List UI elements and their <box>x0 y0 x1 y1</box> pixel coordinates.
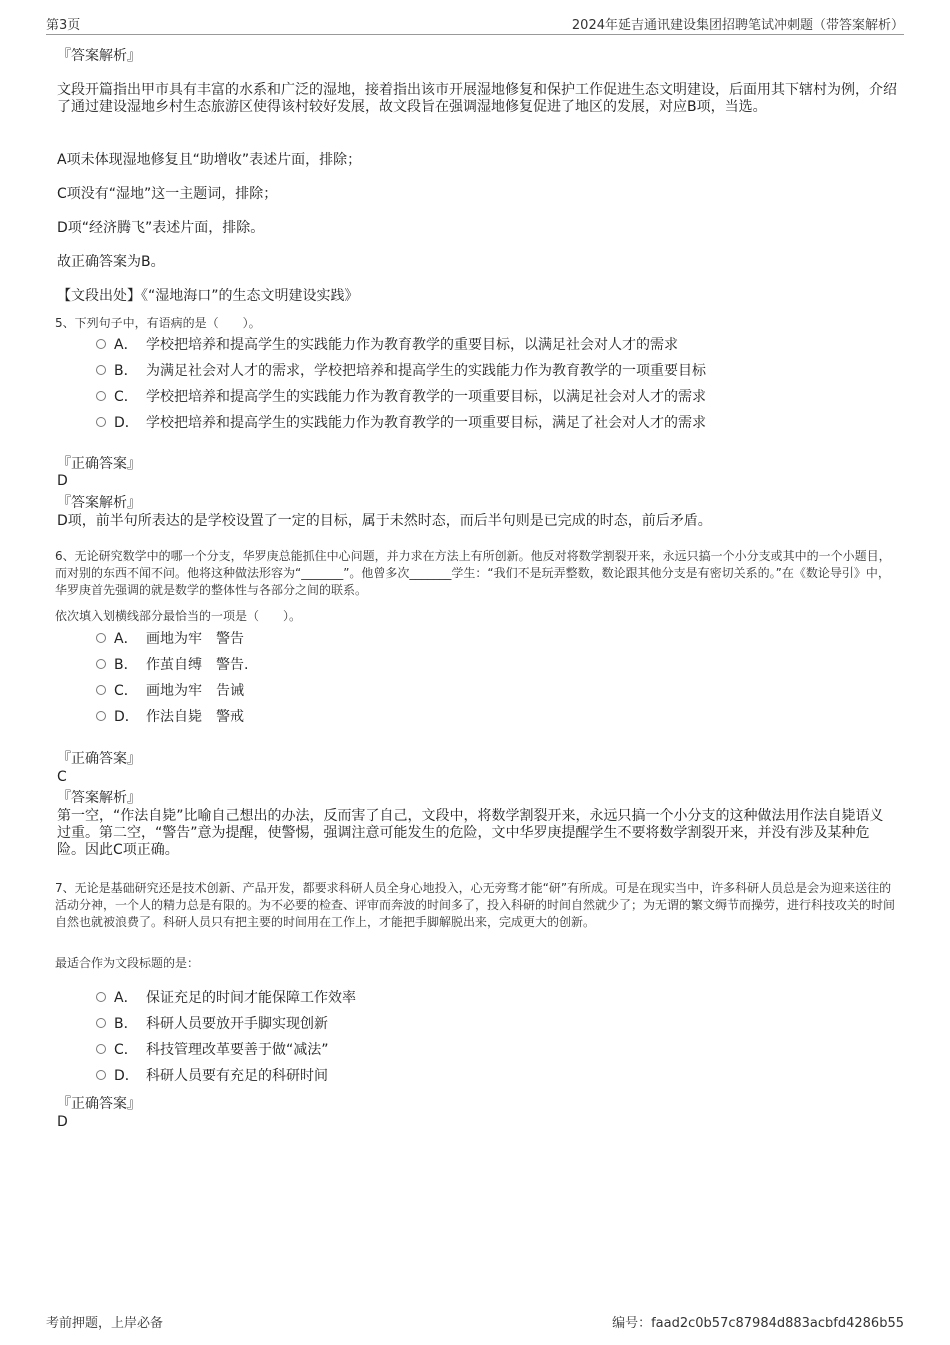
q7-prompt: 最适合作为文段标题的是： <box>55 956 200 970</box>
radio-icon[interactable] <box>96 633 106 643</box>
q4-analysis-label: 『答案解析』 <box>57 48 141 64</box>
q5-option-c[interactable]: C． 学校把培养和提高学生的实践能力作为教育教学的一项重要目标，以满足社会对人才的需求 <box>96 387 706 407</box>
radio-icon[interactable] <box>96 992 106 1002</box>
q7-option-d[interactable]: D． 科研人员要有充足的科研时间 <box>96 1066 328 1086</box>
q4-note-d: D项“经济腾飞”表述片面，排除。 <box>57 220 265 236</box>
q6-answer: C <box>57 769 67 785</box>
q4-conclusion: 故正确答案为B。 <box>57 254 165 270</box>
radio-icon[interactable] <box>96 1018 106 1028</box>
radio-icon[interactable] <box>96 1070 106 1080</box>
radio-icon[interactable] <box>96 659 106 669</box>
q6-option-c[interactable]: C． 画地为牢 告诫 <box>96 681 258 701</box>
q4-note-c: C项没有“湿地”这一主题词，排除； <box>57 186 278 202</box>
radio-icon[interactable] <box>96 391 106 401</box>
radio-icon[interactable] <box>96 1044 106 1054</box>
footer-slogan: 考前押题，上岸必备 <box>46 1316 164 1331</box>
q6-option-d[interactable]: D． 作法自毙 警戒 <box>96 707 258 727</box>
q6-option-b[interactable]: B． 作茧自缚 警告. <box>96 655 262 675</box>
q4-source: 【文段出处】《“湿地海口”的生态文明建设实践》 <box>57 288 359 304</box>
q5-option-d[interactable]: D． 学校把培养和提高学生的实践能力作为教育教学的一项重要目标，满足了社会对人才的需求 <box>96 413 706 433</box>
q6-analysis-text: 第一空，“作法自毙”比喻自己想出的办法，反而害了自己，文段中，将数学割裂开来，永远只搞一个小分支的这种做法用作法自毙语义过重。第二空，“警告”意为提醒，使警惕，强调注意可能发生的危险，文中华罗庚提醒学生不要将数学割裂开来，并没有涉及某种危险。因此C项正确。 <box>57 808 884 858</box>
q5-answer-label: 『正确答案』 <box>57 456 141 472</box>
q7-option-c[interactable]: C． 科技管理改革要善于做“减法” <box>96 1040 329 1060</box>
page-footer <box>46 1312 904 1330</box>
document-id: 编号：faad2c0b57c87984d883acbfd4286b55 <box>612 1316 904 1331</box>
q6-stem: 6、无论研究数学中的哪一个分支，华罗庚总能抓住中心问题，并力求在方法上有所创新。他反对将数学割裂开来，永远只搞一个小分支或其中的一个小题目，而对别的东西不闻不问。他将这种做法形容为“_______”。他曾多次_______学生：“我们不是玩弄整数，数论跟其他分支是有密切关系的。”在《数论导引》中，华罗庚首先强调的就是数学的整体性与各部分之间的联系。 <box>55 549 891 597</box>
q4-analysis-text: 文段开篇指出甲市具有丰富的水系和广泛的湿地，接着指出该市开展湿地修复和保护工作促进生态文明建设，后面用其下辖村为例，介绍了通过建设湿地乡村生态旅游区使得该村较好发展，故文段旨在强调湿地修复促进了地区的发展，对应B项，当选。 <box>57 82 897 115</box>
page-header <box>46 14 904 35</box>
q6-prompt: 依次填入划横线部分最恰当的一项是（ ）。 <box>55 609 302 623</box>
q5-analysis-text: D项，前半句所表达的是学校设置了一定的目标，属于未然时态，而后半句则是已完成的时态，前后矛盾。 <box>57 513 712 529</box>
q5-analysis-label: 『答案解析』 <box>57 495 141 511</box>
q5-option-a[interactable]: A． 学校把培养和提高学生的实践能力作为教育教学的重要目标，以满足社会对人才的需求 <box>96 335 678 355</box>
radio-icon[interactable] <box>96 339 106 349</box>
page-number: 第3页 <box>46 18 81 33</box>
radio-icon[interactable] <box>96 711 106 721</box>
radio-icon[interactable] <box>96 417 106 427</box>
q7-stem: 7、无论是基础研究还是技术创新、产品开发，都要求科研人员全身心地投入，心无旁骛才能“研”有所成。可是在现实当中，许多科研人员总是会为迎来送往的活动分神，一个人的精力总是有限的。为不必要的检查、评审而奔波的时间多了，投入科研的时间自然就少了；为无谓的繁文缛节而操劳，进行科技攻关的时间自然也就被浪费了。科研人员只有把主要的时间用在工作上，才能把手脚解脱出来，完成更大的创新。 <box>55 881 896 929</box>
q5-stem: 5、下列句子中，有语病的是（ ）。 <box>55 316 261 330</box>
q5-option-b[interactable]: B． 为满足社会对人才的需求，学校把培养和提高学生的实践能力作为教育教学的一项重要目标 <box>96 361 706 381</box>
radio-icon[interactable] <box>96 685 106 695</box>
q4-note-a: A项未体现湿地修复且“助增收”表述片面，排除； <box>57 152 362 168</box>
q5-answer: D <box>57 473 68 489</box>
radio-icon[interactable] <box>96 365 106 375</box>
q7-answer: D <box>57 1114 68 1130</box>
q7-answer-label: 『正确答案』 <box>57 1096 141 1112</box>
document-title: 2024年延吉通讯建设集团招聘笔试冲刺题（带答案解析） <box>571 18 904 33</box>
q7-option-a[interactable]: A． 保证充足的时间才能保障工作效率 <box>96 988 356 1008</box>
q6-analysis-label: 『答案解析』 <box>57 790 141 806</box>
q6-answer-label: 『正确答案』 <box>57 751 141 767</box>
q6-option-a[interactable]: A． 画地为牢 警告 <box>96 629 258 649</box>
q7-option-b[interactable]: B． 科研人员要放开手脚实现创新 <box>96 1014 328 1034</box>
